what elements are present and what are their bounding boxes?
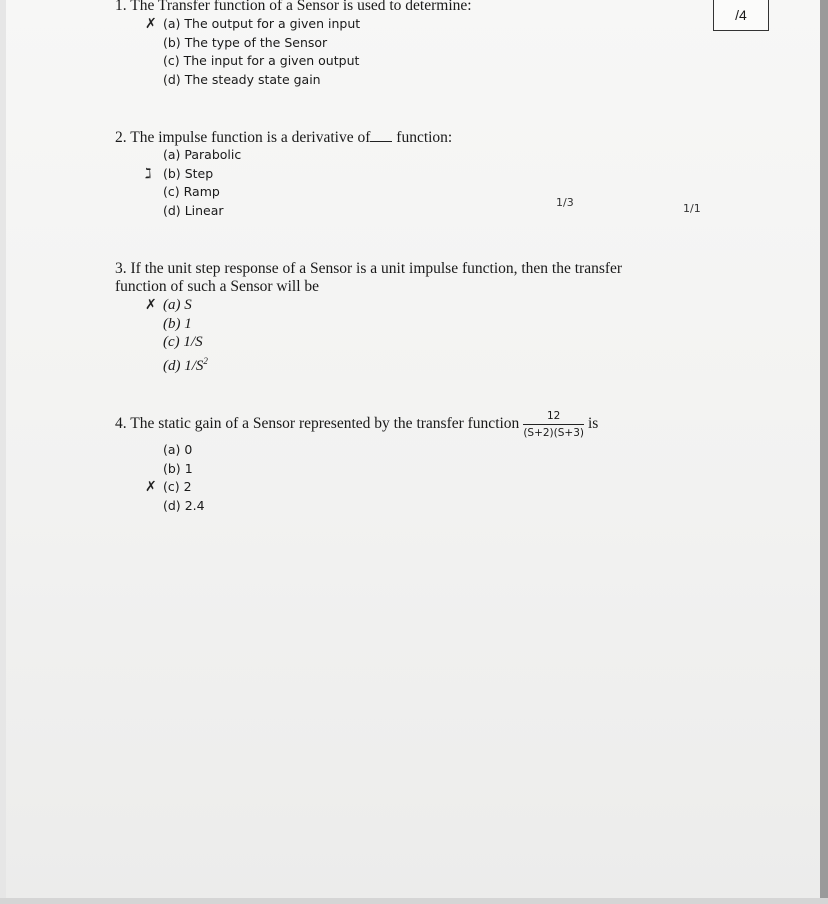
option-label: (b) xyxy=(163,460,181,476)
option-text: 1/S xyxy=(184,357,204,374)
option-text: The output for a given input xyxy=(184,16,361,31)
option-label: (b) xyxy=(163,315,181,332)
question-2-text xyxy=(115,128,452,147)
option xyxy=(163,146,241,165)
answer-mark: ✗ xyxy=(145,479,157,495)
option-label: (d) xyxy=(163,497,181,513)
option-text: The input for a given output xyxy=(183,53,360,68)
option xyxy=(163,315,208,334)
handwritten-scribble: 1/1 xyxy=(683,202,701,215)
option-label: (a) xyxy=(163,16,181,31)
option-label: (b) xyxy=(163,34,181,50)
option-label: (c) xyxy=(163,334,180,350)
option-label: (a) xyxy=(163,147,181,162)
question-4-text-start: 4. The static gain of a Sensor represented by the transfer function xyxy=(115,415,520,433)
option-text: The type of the Sensor xyxy=(184,34,328,50)
option-label: (a) xyxy=(163,442,181,457)
question-1-options xyxy=(145,15,361,89)
scan-edge-right xyxy=(820,0,828,904)
option-text: 1 xyxy=(184,460,193,476)
fraction-denominator: (S+2)(S+3) xyxy=(523,424,584,439)
option xyxy=(163,441,205,460)
option-text: S xyxy=(184,297,192,313)
question-2-text-start: 2. The impulse function is a derivative of xyxy=(115,129,371,146)
option xyxy=(163,460,205,479)
answer-mark: ✗ xyxy=(145,297,157,313)
option-label: (d) xyxy=(163,202,181,218)
option xyxy=(163,352,208,376)
option-label: (d) xyxy=(163,71,181,87)
option-text: Ramp xyxy=(183,184,220,199)
fraction-numerator: 12 xyxy=(546,410,561,422)
question-1-text: 1. The Transfer function of a Sensor is used to determine: xyxy=(115,0,472,14)
question-3-line-1: 3. If the unit step response of a Sensor is a unit impulse function, then the transfer xyxy=(115,260,623,277)
question-3 xyxy=(115,260,622,296)
option-text: 1/S xyxy=(183,334,203,350)
question-2-options xyxy=(145,146,242,220)
option-text: Parabolic xyxy=(184,147,242,162)
option xyxy=(163,497,205,516)
option xyxy=(163,183,241,202)
option-label: (a) xyxy=(163,297,181,313)
option-text: 1 xyxy=(184,315,192,332)
question-3-options xyxy=(145,296,208,375)
exponent: 2 xyxy=(203,355,208,366)
option-text: Step xyxy=(184,165,214,181)
option xyxy=(163,52,360,71)
score-box xyxy=(713,0,769,31)
blank-line xyxy=(370,128,392,142)
transfer-function-fraction xyxy=(523,410,584,439)
option-text: 2 xyxy=(183,479,192,494)
handwritten-scribble: 1/3 xyxy=(556,196,574,209)
option-label: (c) xyxy=(163,184,180,199)
question-2 xyxy=(115,128,452,147)
question-1 xyxy=(115,0,472,15)
scan-edge-bottom xyxy=(0,898,828,904)
option-text: 0 xyxy=(184,442,193,457)
option xyxy=(163,202,241,221)
option-label: (d) xyxy=(163,357,181,374)
option xyxy=(163,71,360,90)
option-text: Linear xyxy=(184,202,224,218)
question-4-text-end: is xyxy=(588,415,599,433)
scan-edge-left xyxy=(0,0,6,904)
option xyxy=(145,478,205,497)
question-3-line-2: function of such a Sensor will be xyxy=(115,278,320,295)
option-text: 2.4 xyxy=(184,497,205,513)
answer-mark: ℷ xyxy=(145,165,152,182)
option xyxy=(145,165,241,184)
option xyxy=(163,34,360,53)
option-label: (c) xyxy=(163,479,180,494)
option xyxy=(163,333,208,352)
answer-mark: ✗ xyxy=(145,16,157,32)
option-label: (c) xyxy=(163,53,180,68)
option-text: The steady state gain xyxy=(184,71,321,87)
question-2-text-end: function: xyxy=(396,129,453,146)
question-4-text xyxy=(115,410,598,439)
question-4 xyxy=(115,410,598,439)
option-label: (b) xyxy=(163,165,181,181)
score-value: /4 xyxy=(735,7,747,23)
option xyxy=(145,15,361,34)
option xyxy=(145,296,208,315)
question-4-options xyxy=(145,441,205,515)
